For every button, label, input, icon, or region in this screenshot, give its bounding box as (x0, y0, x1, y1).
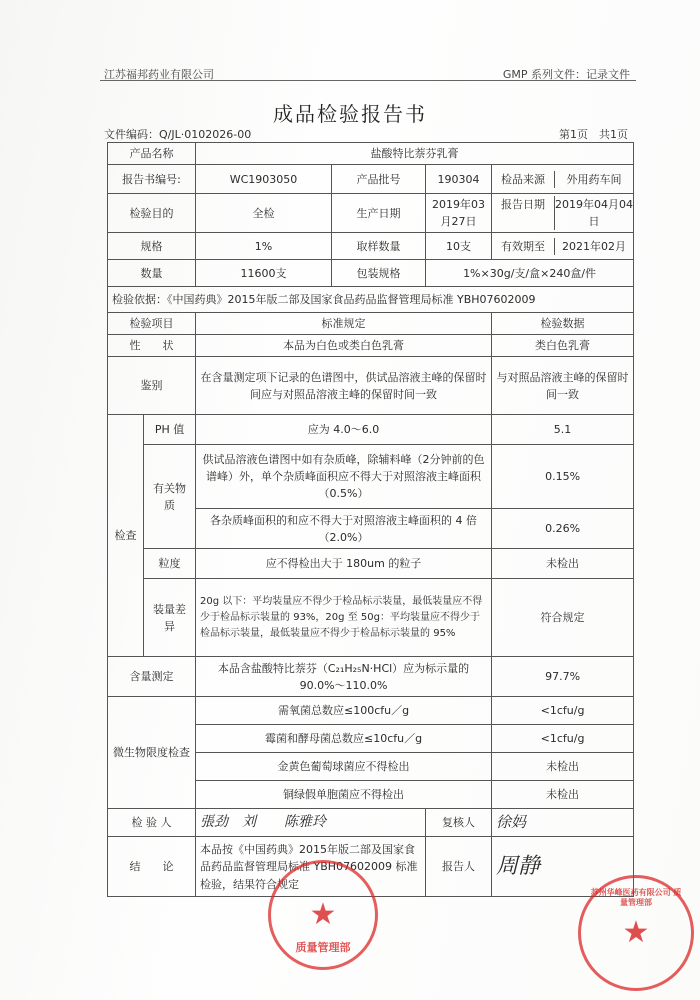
micro-result-3: 未检出 (492, 753, 634, 781)
assay-standard: 本品含盐酸特比萘芬（C₂₁H₂₅N·HCl）应为标示量的 90.0%～110.0% (196, 657, 492, 697)
reviewer-signature: 徐妈 (492, 809, 634, 837)
spec-label: 规格 (108, 233, 196, 260)
report-date-value: 2019年04月04日 (555, 198, 634, 229)
prod-date-value: 2019年03月27日 (426, 194, 492, 233)
prod-date-label: 生产日期 (332, 194, 426, 233)
report-no-label: 报告书编号: (108, 165, 196, 194)
assay-result: 97.7% (492, 657, 634, 697)
particle-label: 粒度 (144, 549, 196, 579)
identification-standard: 在含量测定项下记录的色谱图中，供试品溶液主峰的保留时间应与对照品溶液主峰的保留时间一致 (196, 357, 492, 415)
particle-result: 未检出 (492, 549, 634, 579)
micro-result-2: <1cfu/g (492, 725, 634, 753)
particle-standard: 应不得检出大于 180um 的粒子 (196, 549, 492, 579)
fill-label: 装量差异 (144, 579, 196, 657)
star-icon: ★ (622, 915, 650, 950)
reporter-label: 报告人 (426, 837, 492, 897)
micro-standard-1: 需氧菌总数应≤100cfu／g (196, 697, 492, 725)
quantity-value: 11600支 (196, 260, 332, 287)
micro-standard-2: 霉菌和酵母菌总数应≤10cfu／g (196, 725, 492, 753)
page-number: 第1页 共1页 (559, 128, 628, 141)
expiry-label: 有效期至 (492, 238, 555, 255)
check-label: 检查 (108, 415, 144, 657)
inspection-table (107, 142, 634, 897)
company-quality-seal: ★ 苏州华峰医药有限公司 质量管理部 (578, 875, 694, 991)
fill-standard: 20g 以下：平均装量应不得少于检品标示装量，最低装量应不得少于检品标示装量的 93%，20g 至 50g：平均装量应不得少于检品标示装量，最低装量应不得少于检品标示装量的 95% (196, 579, 492, 657)
impurity-result-1: 0.15% (492, 445, 634, 509)
spec-value: 1% (196, 233, 332, 260)
pack-value: 1%×30g/支/盒×240盒/件 (426, 260, 634, 287)
batch-label: 产品批号 (332, 165, 426, 194)
appearance-standard: 本品为白色或类白色乳膏 (196, 335, 492, 357)
product-name-label: 产品名称 (108, 143, 196, 165)
conclusion-label: 结 论 (108, 837, 196, 897)
expiry-value: 2021年02月 (562, 239, 627, 253)
micro-standard-4: 铜绿假单胞菌应不得检出 (196, 781, 492, 809)
micro-result-4: 未检出 (492, 781, 634, 809)
document-number: 文件编码：Q/JL·0102026-00 (104, 128, 252, 141)
product-name-value: 盐酸特比萘芬乳膏 (196, 143, 634, 165)
col-header-item: 检验项目 (108, 313, 196, 335)
sample-qty-label: 取样数量 (332, 233, 426, 260)
col-header-standard: 标准规定 (196, 313, 492, 335)
impurity-result-2: 0.26% (492, 509, 634, 549)
identification-label: 鉴别 (108, 357, 196, 415)
sample-qty-value: 10支 (426, 233, 492, 260)
purpose-label: 检验目的 (108, 194, 196, 233)
appearance-label: 性 状 (108, 335, 196, 357)
report-no-value: WC1903050 (196, 165, 332, 194)
fill-result: 符合规定 (492, 579, 634, 657)
reviewer-label: 复核人 (426, 809, 492, 837)
impurity-standard-1: 供试品溶液色谱图中如有杂质峰，除辅料峰（2分钟前的色谱峰）外，单个杂质峰面积应不得大于对照溶液主峰面积（0.5%） (196, 445, 492, 509)
micro-standard-3: 金黄色葡萄球菌应不得检出 (196, 753, 492, 781)
ph-label: PH 值 (144, 415, 196, 445)
qa-department-seal: ★ 质量管理部 (268, 860, 378, 970)
star-icon: ★ (309, 897, 337, 932)
source-value: 外用药车间 (566, 172, 622, 186)
inspection-basis: 检验依据：《中国药典》2015年版二部及国家食品药品监督管理局标准 YBH07602009 (108, 287, 634, 313)
report-title: 成品检验报告书 (273, 102, 427, 126)
report-date-label: 报告日期 (492, 196, 555, 230)
ph-standard: 应为 4.0～6.0 (196, 415, 492, 445)
identification-result: 与对照品溶液主峰的保留时间一致 (492, 357, 634, 415)
micro-result-1: <1cfu/g (492, 697, 634, 725)
conclusion-text: 本品按《中国药典》2015年版二部及国家食品药品监督管理局标准 YBH07602009 标准检验，结果符合规定 (196, 837, 426, 897)
reporter-signature: 周静 (492, 837, 634, 897)
source-label: 检品来源 (492, 171, 555, 188)
purpose-value: 全检 (196, 194, 332, 233)
ph-result: 5.1 (492, 415, 634, 445)
impurity-label: 有关物质 (144, 445, 196, 549)
appearance-result: 类白色乳膏 (492, 335, 634, 357)
batch-value: 190304 (426, 165, 492, 194)
inspector-label: 检 验 人 (108, 809, 196, 837)
company-header: 江苏福邦药业有限公司 (104, 68, 214, 81)
header-rule (100, 80, 636, 81)
gmp-series-label: GMP 系列文件：记录文件 (502, 68, 630, 81)
quantity-label: 数量 (108, 260, 196, 287)
micro-label: 微生物限度检查 (108, 697, 196, 809)
pack-label: 包装规格 (332, 260, 426, 287)
assay-label: 含量测定 (108, 657, 196, 697)
impurity-standard-2: 各杂质峰面积的和应不得大于对照溶液主峰面积的 4 倍（2.0%） (196, 509, 492, 549)
col-header-result: 检验数据 (492, 313, 634, 335)
inspector-signatures: 張劲 刘 陈雅玲 (196, 809, 426, 837)
